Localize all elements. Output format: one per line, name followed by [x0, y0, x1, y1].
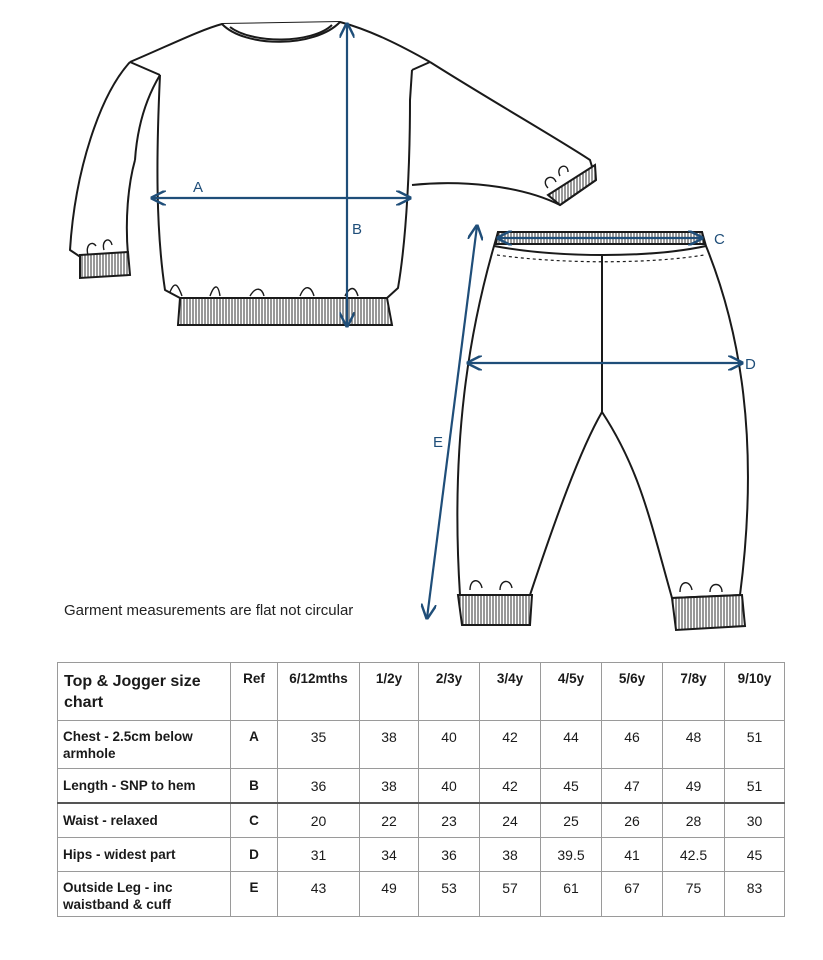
table-cell: 42: [480, 769, 541, 804]
table-cell: 24: [480, 803, 541, 838]
measure-name: Hips - widest part: [58, 838, 231, 872]
size-header: 7/8y: [663, 663, 725, 721]
table-cell: 40: [419, 721, 480, 769]
table-cell: 31: [278, 838, 360, 872]
table-cell: 45: [725, 838, 785, 872]
right-cuff-rib: [548, 165, 596, 205]
ref-code: A: [231, 721, 278, 769]
label-a: A: [193, 179, 204, 196]
ref-code: B: [231, 769, 278, 804]
table-cell: 20: [278, 803, 360, 838]
table-row: [58, 721, 785, 769]
table-cell: 22: [360, 803, 419, 838]
size-header: 6/12mths: [278, 663, 360, 721]
table-row: [58, 803, 785, 838]
measure-name: Chest - 2.5cm below armhole: [58, 721, 231, 769]
measure-name: Outside Leg - inc waistband & cuff: [58, 872, 231, 917]
table-cell: 39.5: [541, 838, 602, 872]
measurement-note: Garment measurements are flat not circular: [64, 602, 354, 619]
size-chart-table: [57, 662, 785, 917]
table-cell: 36: [419, 838, 480, 872]
size-header: 2/3y: [419, 663, 480, 721]
table-cell: 67: [602, 872, 663, 917]
table-cell: 53: [419, 872, 480, 917]
joggers-drawing: [457, 232, 748, 598]
table-cell: 44: [541, 721, 602, 769]
table-cell: 48: [663, 721, 725, 769]
table-cell: 23: [419, 803, 480, 838]
table-cell: 49: [360, 872, 419, 917]
table-cell: 38: [360, 769, 419, 804]
table-row: [58, 872, 785, 917]
table-cell: 51: [725, 769, 785, 804]
table-cell: 25: [541, 803, 602, 838]
table-cell: 40: [419, 769, 480, 804]
ref-code: C: [231, 803, 278, 838]
table-cell: 49: [663, 769, 725, 804]
right-leg-cuff-rib: [672, 595, 745, 630]
table-cell: 61: [541, 872, 602, 917]
table-cell: 46: [602, 721, 663, 769]
table-cell: 35: [278, 721, 360, 769]
table-cell: 75: [663, 872, 725, 917]
table-cell: 83: [725, 872, 785, 917]
table-cell: 57: [480, 872, 541, 917]
table-cell: 28: [663, 803, 725, 838]
hem-rib: [178, 298, 392, 325]
table-cell: 42.5: [663, 838, 725, 872]
table-cell: 30: [725, 803, 785, 838]
label-e: E: [433, 434, 444, 451]
left-cuff-rib: [80, 252, 130, 278]
size-header: 3/4y: [480, 663, 541, 721]
ref-code: E: [231, 872, 278, 917]
table-cell: 47: [602, 769, 663, 804]
label-c: C: [714, 231, 725, 248]
table-header-row: [58, 663, 785, 721]
label-b: B: [352, 221, 363, 238]
table-cell: 51: [725, 721, 785, 769]
table-cell: 42: [480, 721, 541, 769]
table-row: [58, 838, 785, 872]
size-header: 4/5y: [541, 663, 602, 721]
table-cell: 38: [480, 838, 541, 872]
table-row: [58, 769, 785, 804]
table-cell: 41: [602, 838, 663, 872]
size-header: 5/6y: [602, 663, 663, 721]
measure-name: Waist - relaxed: [58, 803, 231, 838]
table-title: Top & Jogger size chart: [58, 663, 231, 721]
ref-code: D: [231, 838, 278, 872]
left-leg-cuff-rib: [458, 595, 532, 625]
label-d: D: [745, 356, 756, 373]
table-cell: 26: [602, 803, 663, 838]
table-cell: 38: [360, 721, 419, 769]
measure-name: Length - SNP to hem: [58, 769, 231, 804]
size-header: 9/10y: [725, 663, 785, 721]
size-header: 1/2y: [360, 663, 419, 721]
table-cell: 45: [541, 769, 602, 804]
table-cell: 34: [360, 838, 419, 872]
ref-header: Ref: [231, 663, 278, 721]
table-cell: 43: [278, 872, 360, 917]
table-cell: 36: [278, 769, 360, 804]
